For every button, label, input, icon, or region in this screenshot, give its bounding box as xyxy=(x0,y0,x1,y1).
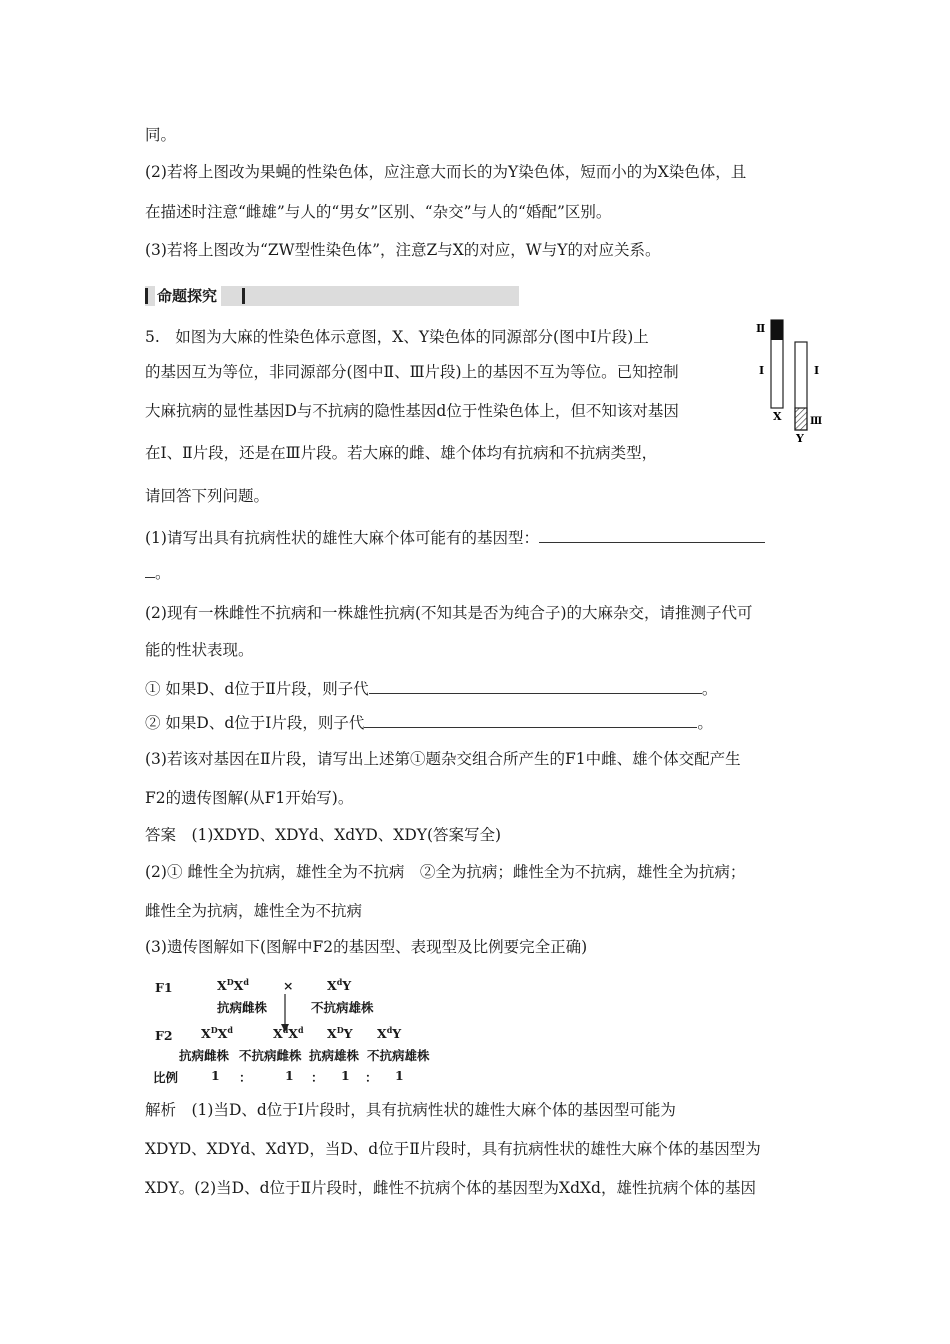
answer-blank xyxy=(539,528,765,543)
answer-line: (2)① 雌性全为抗病，雄性全为不抗病 ②全为抗病；雌性全为不抗病，雄性全为抗病； xyxy=(145,863,746,881)
explanation-line: XDY。(2)当D、d位于Ⅱ片段时，雌性不抗病个体的基因型为XdXd，雄性抗病个体的基因 xyxy=(145,1179,756,1197)
explanation-line: 解析 (1)当D、d位于Ⅰ片段时，具有抗病性状的雄性大麻个体的基因型可能为 xyxy=(145,1101,676,1119)
question-line: (2)现有一株雌性不抗病和一株雄性抗病(不知其是否为纯合子)的大麻杂交，请推测子代可 xyxy=(145,604,753,622)
section-heading xyxy=(145,286,519,306)
f2-label: F2 xyxy=(155,1028,173,1043)
heading-bar xyxy=(242,288,245,304)
f2-genotype-2: $X^dX^d$ xyxy=(273,1024,304,1041)
explanation-line: XDYD、XDYd、XdYD，当D、d位于Ⅱ片段时，具有抗病性状的雄性大麻个体的基因型为 xyxy=(145,1140,761,1158)
ratio-label: 比例 xyxy=(153,1070,179,1085)
question-line xyxy=(145,679,717,699)
ratio-value: 1 xyxy=(341,1068,350,1083)
label-i-right: Ⅰ xyxy=(814,364,820,377)
text-line: 在描述时注意“雌雄”与人的“男女”区别、“杂交”与人的“婚配”区别。 xyxy=(145,203,612,221)
label-x: X xyxy=(773,410,782,423)
question-line xyxy=(145,713,713,733)
f1-male-phenotype: 不抗病雄株 xyxy=(311,1000,374,1015)
label-iii: Ⅲ xyxy=(810,416,823,427)
ratio-value: 1 xyxy=(395,1068,404,1083)
f2-phenotype-3: 抗病雄株 xyxy=(309,1048,360,1063)
ratio-sep: ： xyxy=(239,1070,252,1085)
question-line xyxy=(145,528,765,548)
sub-question-2-1: ① 如果D、d位于Ⅱ片段，则子代 xyxy=(145,680,369,698)
f1-male-genotype: $X^dY$ xyxy=(327,976,352,993)
answer-line: (3)遗传图解如下(图解中F2的基因型、表现型及比例要完全正确) xyxy=(145,938,588,956)
cross-symbol: × xyxy=(283,978,294,993)
ratio-value: 1 xyxy=(285,1068,294,1083)
genetic-cross-diagram xyxy=(145,972,435,1090)
ratio-sep: ： xyxy=(311,1070,324,1085)
text-line: (2)若将上图改为果蝇的性染色体，应注意大而长的为Y染色体，短而小的为X染色体，且 xyxy=(145,163,747,181)
f1-female-phenotype: 抗病雌株 xyxy=(217,1000,268,1015)
ratio-value: 1 xyxy=(211,1068,220,1083)
question-line: 大麻抗病的显性基因D与不抗病的隐性基因d位于性染色体上，但不知该对基因 xyxy=(145,402,679,420)
answer-line: 雌性全为抗病，雄性全为不抗病 xyxy=(145,902,363,920)
f2-phenotype-1: 抗病雌株 xyxy=(179,1048,230,1063)
f1-label: F1 xyxy=(155,980,173,995)
ratio-sep: ： xyxy=(365,1070,378,1085)
chromosome-diagram xyxy=(748,312,830,452)
question-line: 5. 如图为大麻的性染色体示意图，X、Y染色体的同源部分(图中Ⅰ片段)上 xyxy=(145,328,649,346)
f2-phenotype-2: 不抗病雌株 xyxy=(239,1048,302,1063)
punct: 。 xyxy=(155,564,171,582)
answer-line: 答案 (1)XDYD、XDYd、XdYD、XDY(答案写全) xyxy=(145,826,502,844)
f2-genotype-1: $X^DX^d$ xyxy=(201,1024,233,1041)
heading-bar xyxy=(145,288,148,304)
label-i-left: Ⅰ xyxy=(759,364,765,377)
question-line: 的基因互为等位，非同源部分(图中Ⅱ、Ⅲ片段)上的基因不互为等位。已知控制 xyxy=(145,363,679,381)
text-line: (3)若将上图改为“ZW型性染色体”，注意Z与X的对应，W与Y的对应关系。 xyxy=(145,241,661,259)
question-line: F2的遗传图解(从F1开始写)。 xyxy=(145,789,354,807)
f1-female-genotype: $X^DX^d$ xyxy=(217,976,249,993)
sub-question-1: (1)请写出具有抗病性状的雄性大麻个体可能有的基因型： xyxy=(145,529,539,547)
x-segment-ii xyxy=(771,320,783,340)
answer-blank xyxy=(145,563,155,578)
text-line: 同。 xyxy=(145,126,177,144)
answer-blank xyxy=(369,679,702,694)
label-y: Y xyxy=(796,432,804,445)
question-line: 在Ⅰ、Ⅱ片段，还是在Ⅲ片段。若大麻的雌、雄个体均有抗病和不抗病类型， xyxy=(145,444,658,462)
f2-genotype-4: $X^dY$ xyxy=(377,1024,402,1041)
f2-genotype-3: $X^DY$ xyxy=(327,1024,353,1041)
question-line: (3)若该对基因在Ⅱ片段，请写出上述第①题杂交组合所产生的F1中雌、雄个体交配产生 xyxy=(145,750,741,768)
f2-phenotype-4: 不抗病雄株 xyxy=(367,1048,430,1063)
question-line: 请回答下列问题。 xyxy=(145,487,270,505)
sub-question-2-2: ② 如果D、d位于Ⅰ片段，则子代 xyxy=(145,714,365,732)
punct: 。 xyxy=(701,680,718,698)
punct: 。 xyxy=(697,714,713,732)
y-segment-iii xyxy=(795,408,807,430)
question-line: 能的性状表现。 xyxy=(145,641,254,659)
question-line xyxy=(145,563,171,583)
section-heading-text: 命题探究 xyxy=(155,286,221,306)
label-ii: Ⅱ xyxy=(756,322,766,335)
answer-blank xyxy=(364,713,697,728)
